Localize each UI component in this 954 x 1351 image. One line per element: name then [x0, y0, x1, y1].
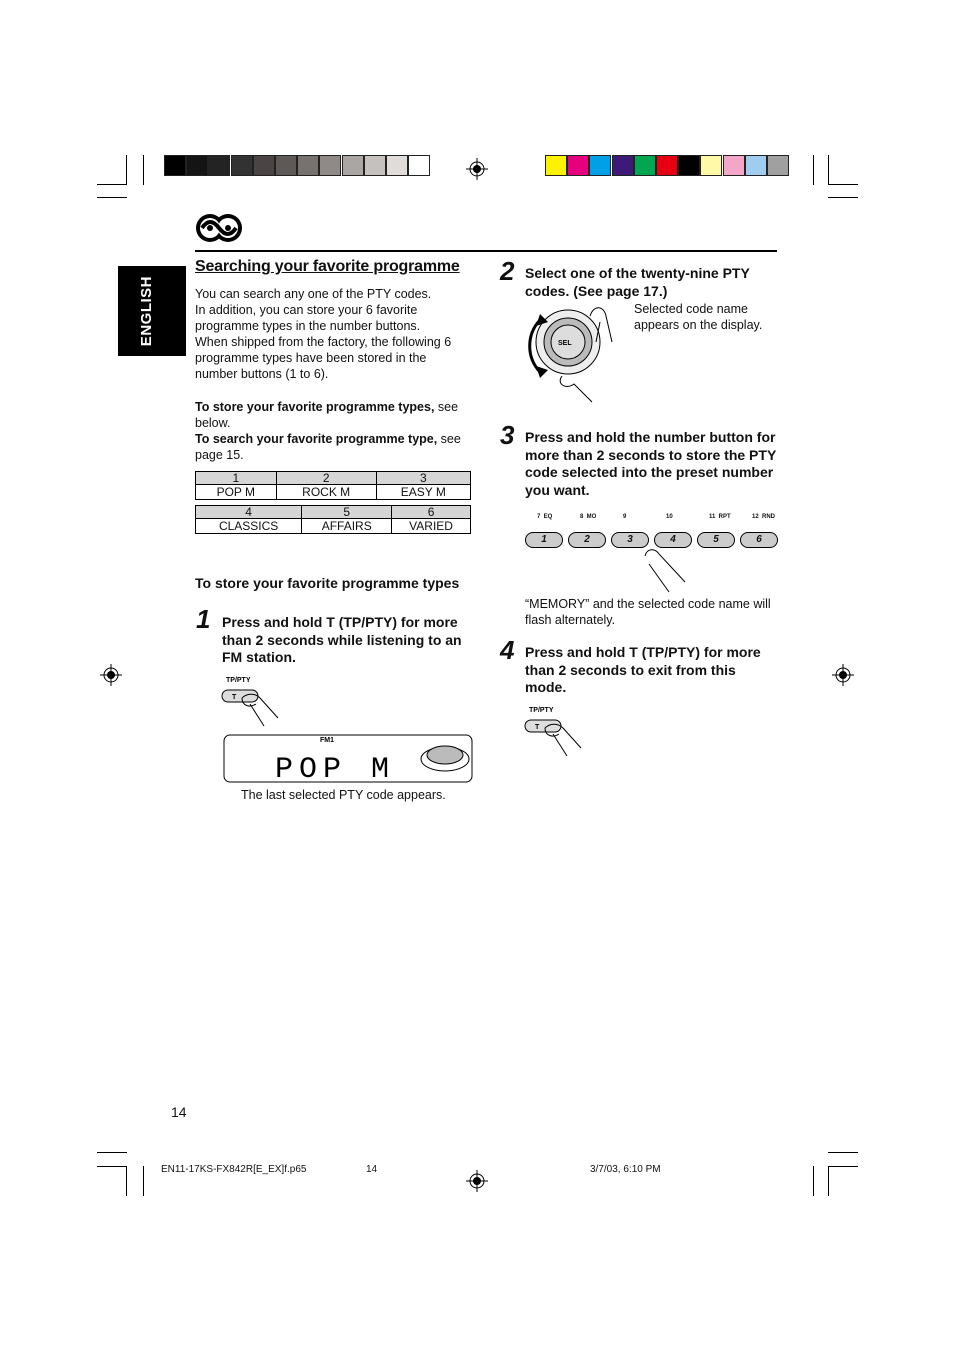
intro-line: When shipped from the factory, the following 6 programme types have been stored in the number buttons (1 to 6).: [195, 335, 452, 381]
preset-button[interactable]: 5: [697, 532, 735, 548]
reference-rest: see below.: [195, 400, 459, 430]
tp-pty-button-figure: [523, 704, 593, 760]
preset-function-label: 12 RND: [752, 514, 776, 520]
step-text: Select one of the twenty-nine PTY codes. (See page 17.): [525, 265, 750, 299]
preset-button[interactable]: 4: [654, 532, 692, 548]
language-tab-label: ENGLISH: [138, 276, 155, 347]
intro-line: In addition, you can store your 6 favorite programme types in the number buttons.: [195, 303, 421, 333]
pty-table: 4 5 6 CLASSICS AFFAIRS VARIED: [195, 505, 471, 534]
language-tab: [118, 266, 186, 356]
color-swatch: [589, 155, 611, 176]
preset-function-label: 11 RPT: [709, 514, 731, 520]
step-number: 1: [196, 604, 211, 634]
reference-rest: see page 15.: [195, 432, 461, 462]
section-title: Searching your favorite programme: [195, 258, 460, 275]
color-swatch: [297, 155, 319, 176]
page-number: 14: [171, 1104, 187, 1120]
preset-function-label: 9: [623, 514, 627, 520]
step-number: 3: [500, 420, 515, 450]
lcd-text: POP M: [275, 753, 396, 785]
lcd-display: [223, 733, 474, 785]
step-number: 4: [500, 635, 515, 665]
color-swatch: [567, 155, 589, 176]
color-swatch: [208, 155, 230, 176]
display-caption: The last selected PTY code appears.: [241, 788, 446, 802]
preset-function-label: 7 EQ: [537, 514, 553, 520]
preset-buttons-figure: [525, 512, 780, 590]
preset-function-label: 10: [666, 514, 673, 520]
registration-mark-icon: [100, 664, 122, 686]
finger-icon: [641, 546, 691, 594]
color-swatch: [612, 155, 634, 176]
preset-function-label: 8 MO: [580, 514, 597, 520]
color-swatch: [319, 155, 341, 176]
color-swatch: [767, 155, 789, 176]
registration-mark-icon: [466, 158, 488, 180]
color-swatch: [745, 155, 767, 176]
t-button-label: T: [232, 694, 237, 701]
step-text: Press and hold T (TP/PTY) for more than 2 seconds to exit from this mode.: [525, 644, 761, 695]
tp-pty-label: TP/PTY: [529, 707, 554, 714]
preset-button[interactable]: 6: [740, 532, 778, 548]
reference-bold: To store your favorite programme types,: [195, 400, 435, 414]
preset-button[interactable]: 1: [525, 532, 563, 548]
sel-label: SEL: [558, 340, 572, 347]
color-swatch: [634, 155, 656, 176]
color-swatch: [386, 155, 408, 176]
intro-line: You can search any one of the PTY codes.: [195, 287, 432, 301]
footer-page: 14: [366, 1164, 378, 1175]
preset-button[interactable]: 3: [611, 532, 649, 548]
intro-text: [195, 286, 457, 382]
t-button-label: T: [535, 724, 540, 731]
color-swatch: [186, 155, 208, 176]
preset-button[interactable]: 2: [568, 532, 606, 548]
fm1-label: FM1: [320, 737, 334, 744]
reference-bold: To search your favorite programme type,: [195, 432, 438, 446]
header-rule: [195, 250, 777, 252]
step-text: Press and hold the number button for more than 2 seconds to store the PTY code selected into the preset number you want.: [525, 429, 777, 498]
color-swatch: [545, 155, 567, 176]
footer-date: 3/7/03, 6:10 PM: [590, 1164, 661, 1175]
color-swatch: [275, 155, 297, 176]
sel-caption: Selected code name appears on the display.: [634, 302, 763, 332]
subheading: To store your favorite programme types: [195, 575, 460, 591]
registration-mark-icon: [832, 664, 854, 686]
color-swatch: [678, 155, 700, 176]
color-swatch: [700, 155, 722, 176]
reference-text: [195, 399, 473, 463]
step-number: 2: [500, 256, 515, 286]
color-swatch: [342, 155, 364, 176]
pty-table: 1 2 3 POP M ROCK M EASY M: [195, 471, 471, 500]
tp-pty-button-figure: [220, 674, 290, 730]
footer-filename: EN11-17KS-FX842R[E_EX]f.p65: [161, 1164, 307, 1175]
sel-knob-figure: [522, 302, 622, 406]
color-swatch: [253, 155, 275, 176]
registration-mark-icon: [466, 1170, 488, 1192]
step-text: Press and hold T (TP/PTY) for more than 2 seconds while listening to an FM station.: [222, 614, 462, 665]
color-swatch: [164, 155, 186, 176]
color-swatch: [408, 155, 430, 176]
color-swatch: [364, 155, 386, 176]
color-swatch: [723, 155, 745, 176]
color-swatch: [656, 155, 678, 176]
tp-pty-label: TP/PTY: [226, 677, 251, 684]
memory-caption: “MEMORY” and the selected code name will flash alternately.: [525, 597, 771, 627]
rds-logo-icon: [194, 212, 244, 244]
color-swatch: [231, 155, 253, 176]
